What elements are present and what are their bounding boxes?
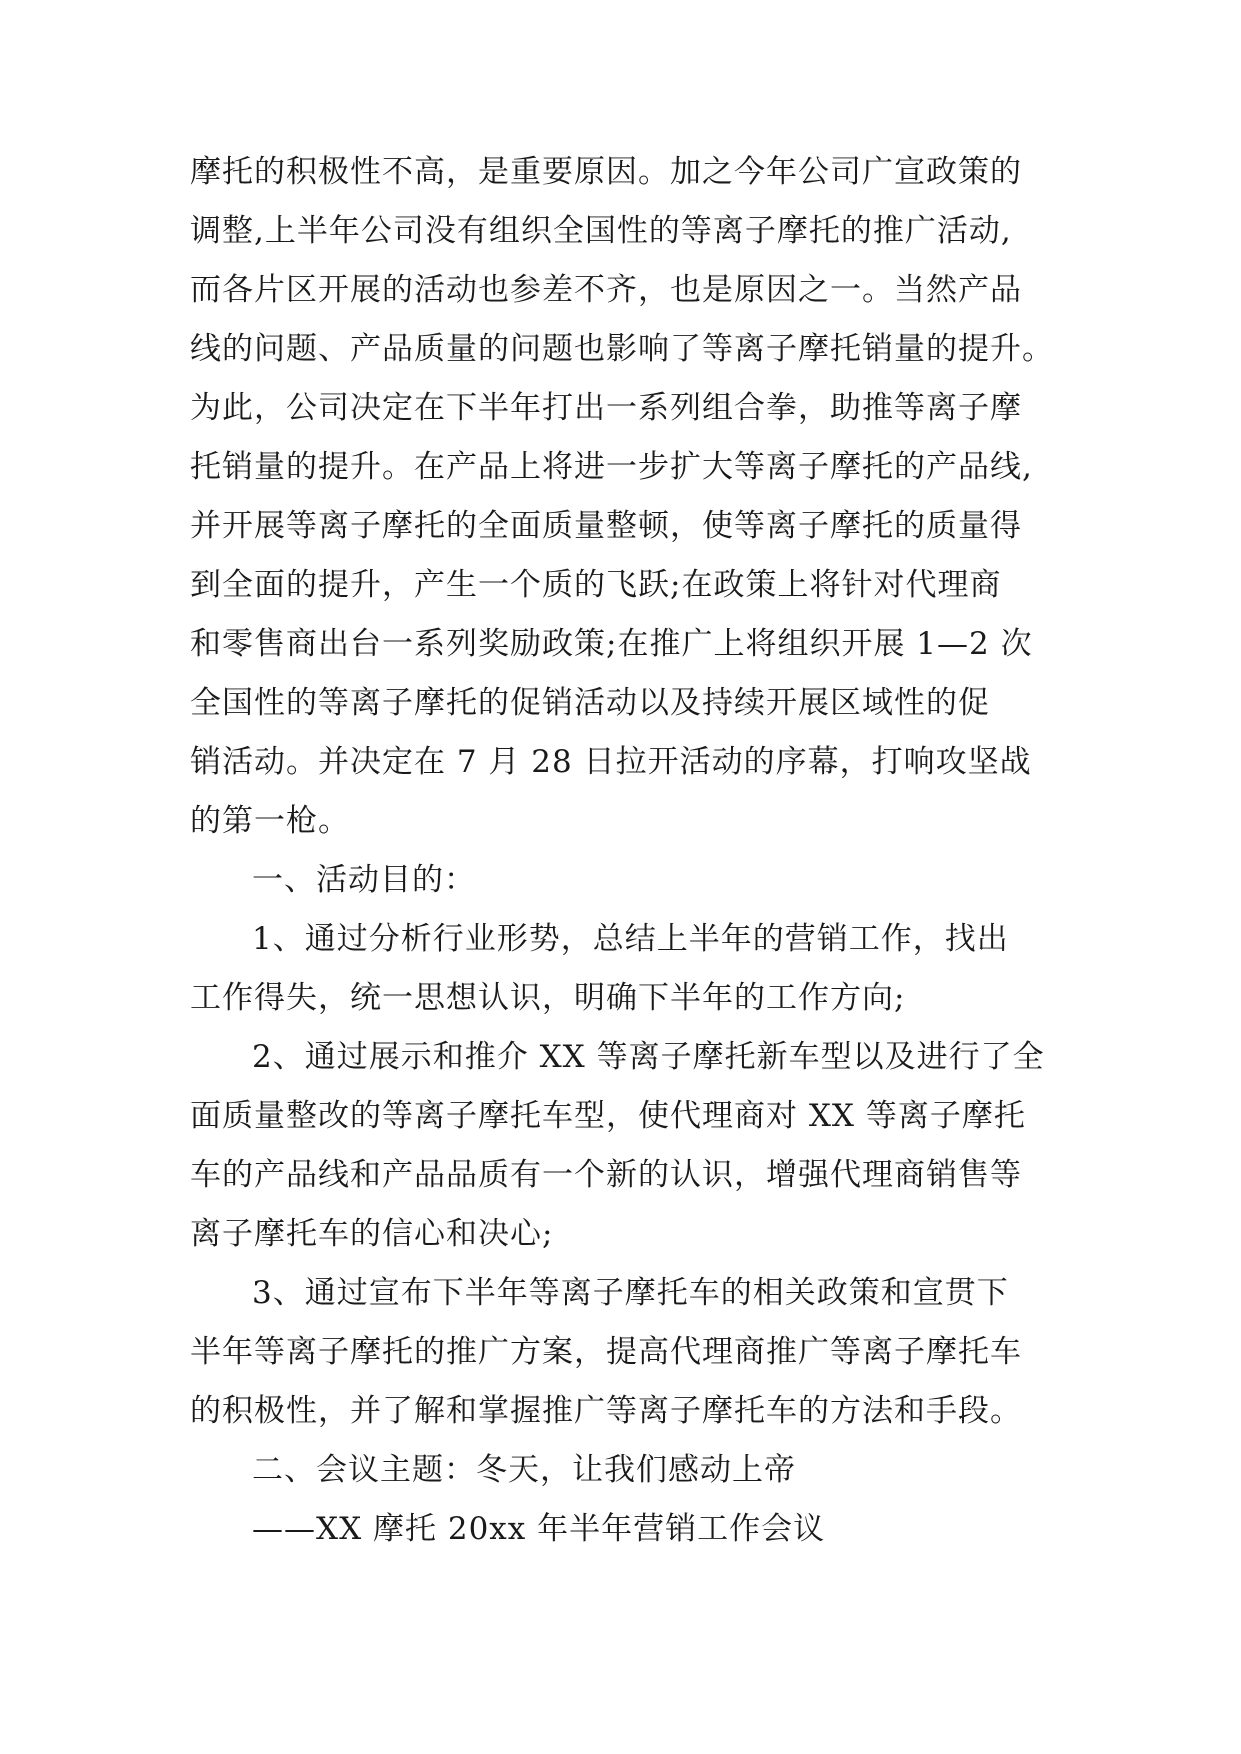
list-item-text: 半年等离子摩托的推广方案，提高代理商推广等离子摩托车 — [190, 1334, 1022, 1370]
section-heading: 二、会议主题：冬天，让我们感动上帝 — [252, 1452, 796, 1488]
body-text-line: 为此，公司决定在下半年打出一系列组合拳，助推等离子摩 — [190, 390, 1022, 426]
list-item-text: 3、通过宣布下半年等离子摩托车的相关政策和宣贯下 — [252, 1275, 1009, 1311]
list-item-text: 1、通过分析行业形势，总结上半年的营销工作，找出 — [252, 921, 1009, 957]
body-text-line: 并开展等离子摩托的全面质量整顿，使等离子摩托的质量得 — [190, 508, 1022, 544]
body-text-line: 调整,上半年公司没有组织全国性的等离子摩托的推广活动, — [190, 213, 1012, 249]
body-text-line: 而各片区开展的活动也参差不齐，也是原因之一。当然产品 — [190, 272, 1022, 308]
body-text-line: 的第一枪。 — [190, 803, 350, 839]
body-text-line: 和零售商出台一系列奖励政策;在推广上将组织开展 1—2 次 — [190, 626, 1033, 662]
body-text-line: 摩托的积极性不高，是重要原因。加之今年公司广宣政策的 — [190, 154, 1022, 190]
list-item-text: 面质量整改的等离子摩托车型，使代理商对 XX 等离子摩托 — [190, 1098, 1026, 1134]
list-item-text: 工作得失，统一思想认识，明确下半年的工作方向; — [190, 980, 906, 1016]
body-text-line: 线的问题、产品质量的问题也影响了等离子摩托销量的提升。 — [190, 331, 1054, 367]
body-text-line: 全国性的等离子摩托的促销活动以及持续开展区域性的促 — [190, 685, 990, 721]
meeting-subtitle: ——XX 摩托 20xx 年半年营销工作会议 — [252, 1511, 826, 1547]
list-item-text: 2、通过展示和推介 XX 等离子摩托新车型以及进行了全 — [252, 1039, 1045, 1075]
section-heading: 一、活动目的： — [252, 862, 476, 898]
body-text-line: 销活动。并决定在 7 月 28 日拉开活动的序幕，打响攻坚战 — [190, 744, 1032, 780]
body-text-line: 到全面的提升，产生一个质的飞跃;在政策上将针对代理商 — [190, 567, 1002, 603]
list-item-text: 的积极性，并了解和掌握推广等离子摩托车的方法和手段。 — [190, 1393, 1022, 1429]
body-text-line: 托销量的提升。在产品上将进一步扩大等离子摩托的产品线, — [190, 449, 1033, 485]
list-item-text: 离子摩托车的信心和决心; — [190, 1216, 554, 1252]
list-item-text: 车的产品线和产品品质有一个新的认识，增强代理商销售等 — [190, 1157, 1022, 1193]
